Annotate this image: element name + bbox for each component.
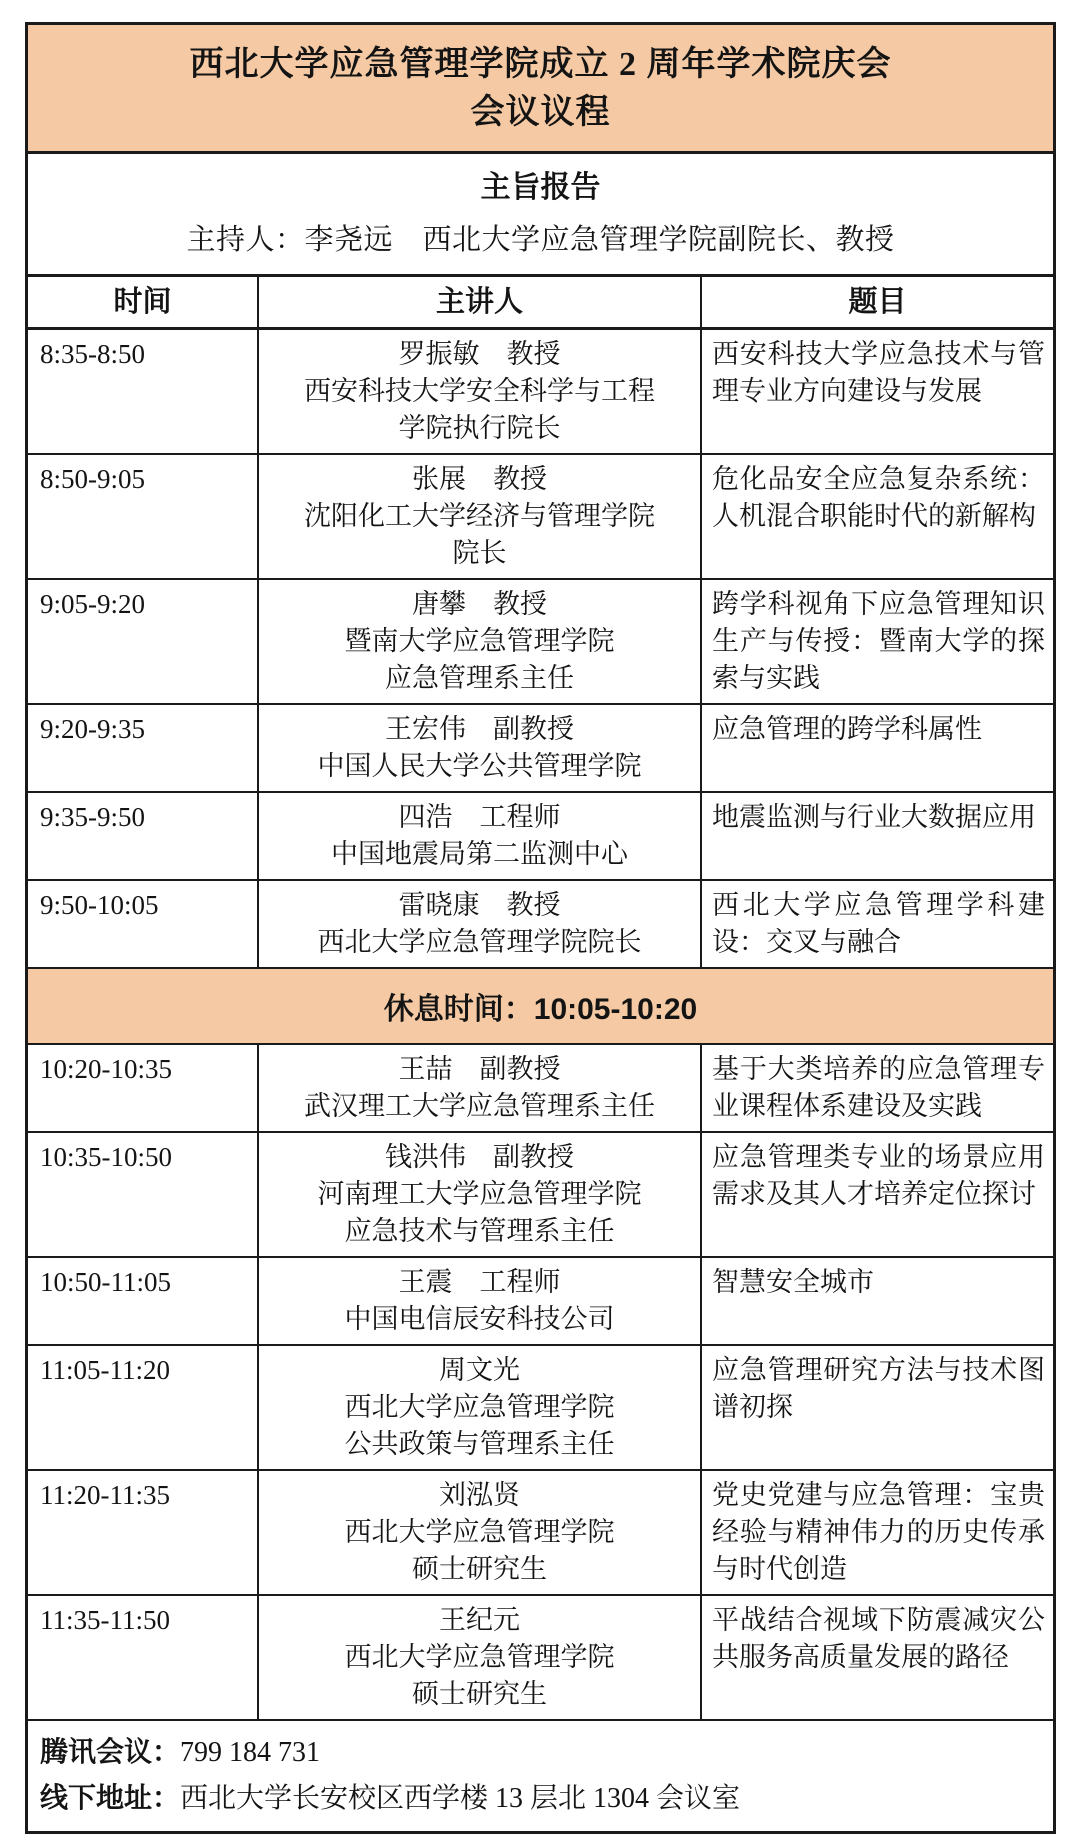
speaker-line: 西北大学应急管理学院 bbox=[344, 1642, 615, 1672]
speaker-line: 钱洪伟 副教授 bbox=[385, 1142, 574, 1172]
agenda-rows-late bbox=[28, 1045, 1053, 1721]
column-header-topic: 题目 bbox=[700, 277, 1053, 327]
speaker-line: 周文光 bbox=[439, 1355, 520, 1385]
speaker-line: 院长 bbox=[452, 538, 507, 568]
topic-cell: 跨学科视角下应急管理知识生产与传授：暨南大学的探索与实践 bbox=[700, 580, 1053, 703]
speaker-line: 硕士研究生 bbox=[412, 1554, 547, 1584]
offline-address-label: 线下地址： bbox=[40, 1782, 181, 1813]
topic-cell: 党史党建与应急管理：宝贵经验与精神伟力的历史传承与时代创造 bbox=[700, 1471, 1053, 1594]
speaker-line: 四浩 工程师 bbox=[398, 802, 561, 832]
speaker-cell bbox=[257, 1471, 700, 1594]
time-cell: 10:20-10:35 bbox=[40, 1054, 172, 1084]
speaker-cell bbox=[257, 881, 700, 967]
footer bbox=[28, 1721, 1053, 1831]
speaker-cell bbox=[257, 1258, 700, 1344]
topic-cell: 应急管理类专业的场景应用需求及其人才培养定位探讨 bbox=[700, 1133, 1053, 1256]
agenda-row bbox=[28, 1133, 1053, 1258]
break-row: 休息时间：10:05-10:20 bbox=[28, 969, 1053, 1045]
speaker-line: 西北大学应急管理学院 bbox=[344, 1517, 615, 1547]
speaker-cell bbox=[257, 1045, 700, 1131]
speaker-line: 王震 工程师 bbox=[398, 1267, 561, 1297]
speaker-cell bbox=[257, 330, 700, 453]
agenda-rows-morning bbox=[28, 330, 1053, 969]
offline-address-line bbox=[40, 1775, 1041, 1821]
time-cell: 9:50-10:05 bbox=[40, 890, 159, 920]
agenda-row bbox=[28, 1471, 1053, 1596]
speaker-line: 中国人民大学公共管理学院 bbox=[317, 751, 642, 781]
title-band bbox=[28, 25, 1053, 154]
speaker-line: 王喆 副教授 bbox=[398, 1054, 561, 1084]
column-header-row bbox=[28, 274, 1053, 330]
column-header-speaker: 主讲人 bbox=[257, 277, 700, 327]
topic-cell: 应急管理的跨学科属性 bbox=[700, 705, 1053, 791]
topic-cell: 西北大学应急管理学科建设：交叉与融合 bbox=[700, 881, 1053, 967]
topic-cell: 智慧安全城市 bbox=[700, 1258, 1053, 1344]
agenda-row bbox=[28, 330, 1053, 455]
time-cell: 8:35-8:50 bbox=[40, 339, 145, 369]
time-cell: 11:20-11:35 bbox=[40, 1480, 170, 1510]
time-cell: 9:20-9:35 bbox=[40, 714, 145, 744]
agenda-row bbox=[28, 1258, 1053, 1346]
speaker-line: 中国电信辰安科技公司 bbox=[344, 1304, 615, 1334]
speaker-cell bbox=[257, 1133, 700, 1256]
time-cell: 8:50-9:05 bbox=[40, 464, 145, 494]
host-line: 主持人：李尧远 西北大学应急管理学院副院长、教授 bbox=[186, 224, 895, 256]
agenda-row bbox=[28, 793, 1053, 881]
agenda-row bbox=[28, 881, 1053, 969]
tencent-meeting-line bbox=[40, 1729, 1041, 1775]
speaker-line: 罗振敏 教授 bbox=[398, 339, 561, 369]
speaker-cell bbox=[257, 1346, 700, 1469]
topic-cell: 基于大类培养的应急管理专业课程体系建设及实践 bbox=[700, 1045, 1053, 1131]
tencent-meeting-label: 腾讯会议： bbox=[40, 1736, 181, 1767]
topic-cell: 平战结合视域下防震减灾公共服务高质量发展的路径 bbox=[700, 1596, 1053, 1719]
speaker-line: 硕士研究生 bbox=[412, 1679, 547, 1709]
column-header-time: 时间 bbox=[113, 286, 172, 318]
speaker-line: 应急管理系主任 bbox=[385, 663, 574, 693]
tencent-meeting-id: 799 184 731 bbox=[180, 1737, 321, 1768]
speaker-line: 暨南大学应急管理学院 bbox=[344, 626, 615, 656]
agenda-row bbox=[28, 705, 1053, 793]
speaker-line: 西北大学应急管理学院 bbox=[344, 1392, 615, 1422]
agenda-row bbox=[28, 1045, 1053, 1133]
speaker-line: 刘泓贤 bbox=[439, 1480, 520, 1510]
speaker-cell bbox=[257, 580, 700, 703]
speaker-line: 公共政策与管理系主任 bbox=[344, 1429, 615, 1459]
speaker-line: 中国地震局第二监测中心 bbox=[331, 839, 628, 869]
time-cell: 10:50-11:05 bbox=[40, 1267, 171, 1297]
speaker-cell bbox=[257, 705, 700, 791]
time-cell: 10:35-10:50 bbox=[40, 1142, 172, 1172]
time-cell: 11:35-11:50 bbox=[40, 1605, 170, 1635]
session-heading: 主旨报告 bbox=[480, 171, 601, 204]
doc-title-line2: 会议议程 bbox=[470, 94, 611, 131]
speaker-line: 西安科技大学安全科学与工程 bbox=[304, 376, 655, 406]
speaker-line: 沈阳化工大学经济与管理学院 bbox=[304, 501, 655, 531]
topic-cell: 应急管理研究方法与技术图谱初探 bbox=[700, 1346, 1053, 1469]
time-cell: 9:05-9:20 bbox=[40, 589, 145, 619]
agenda-row bbox=[28, 1596, 1053, 1721]
speaker-line: 张展 教授 bbox=[412, 464, 547, 494]
speaker-cell bbox=[257, 793, 700, 879]
speaker-line: 应急技术与管理系主任 bbox=[344, 1216, 615, 1246]
topic-cell: 西安科技大学应急技术与管理专业方向建设与发展 bbox=[700, 330, 1053, 453]
agenda-row bbox=[28, 455, 1053, 580]
speaker-cell bbox=[257, 1596, 700, 1719]
speaker-line: 王纪元 bbox=[439, 1605, 520, 1635]
agenda-row bbox=[28, 1346, 1053, 1471]
doc-title-line1: 西北大学应急管理学院成立 2 周年学术院庆会 bbox=[189, 46, 892, 83]
speaker-cell bbox=[257, 455, 700, 578]
speaker-line: 唐攀 教授 bbox=[412, 589, 547, 619]
agenda-row bbox=[28, 580, 1053, 705]
offline-address-value: 西北大学长安校区西学楼 13 层北 1304 会议室 bbox=[180, 1783, 741, 1814]
speaker-line: 雷晓康 教授 bbox=[398, 890, 561, 920]
time-cell: 9:35-9:50 bbox=[40, 802, 145, 832]
agenda-table bbox=[25, 22, 1056, 1834]
topic-cell: 地震监测与行业大数据应用 bbox=[700, 793, 1053, 879]
time-cell: 11:05-11:20 bbox=[40, 1355, 170, 1385]
topic-cell: 危化品安全应急复杂系统：人机混合职能时代的新解构 bbox=[700, 455, 1053, 578]
speaker-line: 王宏伟 副教授 bbox=[385, 714, 574, 744]
speaker-line: 学院执行院长 bbox=[398, 413, 561, 443]
speaker-line: 武汉理工大学应急管理系主任 bbox=[304, 1091, 655, 1121]
speaker-line: 西北大学应急管理学院院长 bbox=[317, 927, 642, 957]
speaker-line: 河南理工大学应急管理学院 bbox=[317, 1179, 642, 1209]
